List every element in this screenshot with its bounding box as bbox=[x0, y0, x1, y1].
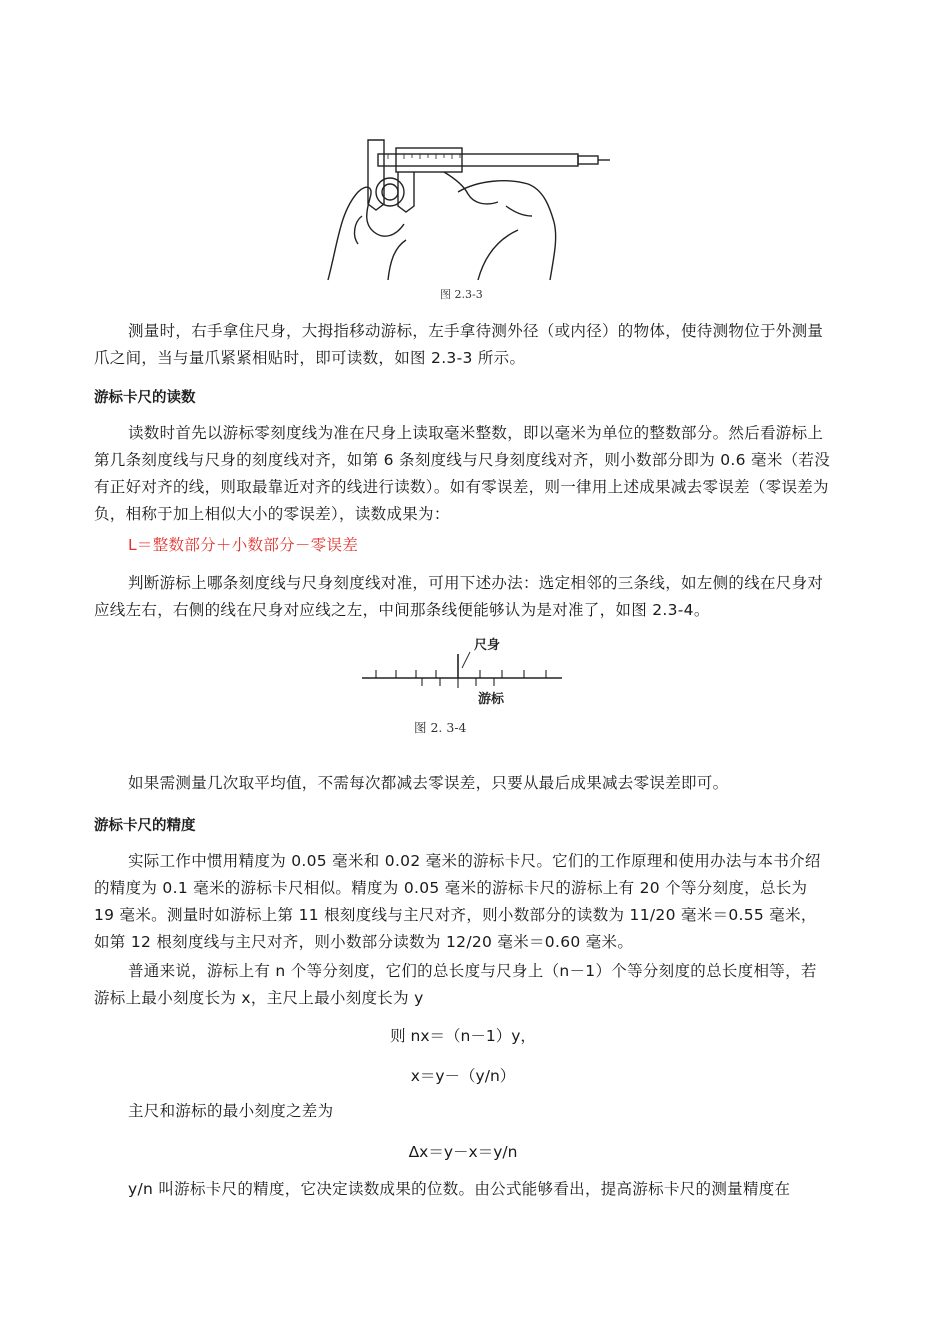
heading-precision: 游标卡尺的精度 bbox=[94, 818, 196, 834]
heading-reading: 游标卡尺的读数 bbox=[94, 390, 196, 406]
figure-2-3-3-caption: 图 2.3-3 bbox=[440, 288, 483, 301]
paragraph-measuring: 测量时，右手拿住尺身，大拇指移动游标，左手拿待测外径（或内径）的物体，使待测物位于外测量爪之间，当与量爪紧紧相贴时，即可读数，如图 2.3-3 所示。 bbox=[94, 322, 824, 367]
label-vernier: 游标 bbox=[478, 692, 505, 707]
equation-nx: 则 nx＝（n－1）y， bbox=[390, 1027, 536, 1045]
paragraph-alignment: 判断游标上哪条刻度线与尺身刻度线对准，可用下述办法：选定相邻的三条线，如左侧的线在尺身对应线左右，右侧的线在尺身对应线之左，中间那条线便能够认为是对准了，如图 2.3-4。 bbox=[94, 574, 824, 619]
paragraph-average: 如果需测量几次取平均值，不需每次都减去零误差，只要从最后成果减去零误差即可。 bbox=[128, 774, 729, 792]
paragraph-precision: 实际工作中惯用精度为 0.05 毫米和 0.02 毫米的游标卡尺。它们的工作原理和使用办法与本书介绍的精度为 0.1 毫米的游标卡尺相似。精度为 0.05 毫米的游标卡尺的游标上有 20 个等分刻度，总长为 19 毫米。测量时如游标上第 11 根刻度线与主尺对齐，则小数部分的读数为 11/20 毫米＝0.55 毫米，如第 12 根刻度线与主尺对齐，则小数部分读数为 12/20 毫米＝0.60 毫米。 bbox=[94, 852, 821, 951]
paragraph-accuracy: y/n 叫游标卡尺的精度，它决定读数成果的位数。由公式能够看出，提高游标卡尺的测量精度在 bbox=[128, 1180, 791, 1198]
equation-x: x＝y－（y/n） bbox=[410, 1067, 516, 1085]
paragraph-difference: 主尺和游标的最小刻度之差为 bbox=[128, 1102, 334, 1120]
scale-alignment-diagram bbox=[362, 634, 566, 706]
formula-reading: L＝整数部分＋小数部分－零误差 bbox=[128, 536, 359, 554]
caliper-hands-illustration bbox=[318, 132, 618, 282]
label-main-scale: 尺身 bbox=[474, 638, 501, 653]
equation-delta-x: Δx＝y－x＝y/n bbox=[408, 1143, 518, 1161]
paragraph-general: 普通来说，游标上有 n 个等分刻度，它们的总长度与尺身上（n－1）个等分刻度的总长度相等，若游标上最小刻度长为 x，主尺上最小刻度长为 y bbox=[94, 962, 817, 1007]
figure-2-3-4-caption: 图 2. 3-4 bbox=[414, 720, 467, 735]
paragraph-reading: 读数时首先以游标零刻度线为准在尺身上读取毫米整数，即以毫米为单位的整数部分。然后看游标上第几条刻度线与尺身的刻度线对齐，如第 6 条刻度线与尺身刻度线对齐，则小数部分即为 0.6 毫米（若没有正好对齐的线，则取最靠近对齐的线进行读数）。如有零误差，则一律用上述成果减去零误差（零误差为负，相称于加上相似大小的零误差），读数成果为： bbox=[94, 424, 831, 523]
